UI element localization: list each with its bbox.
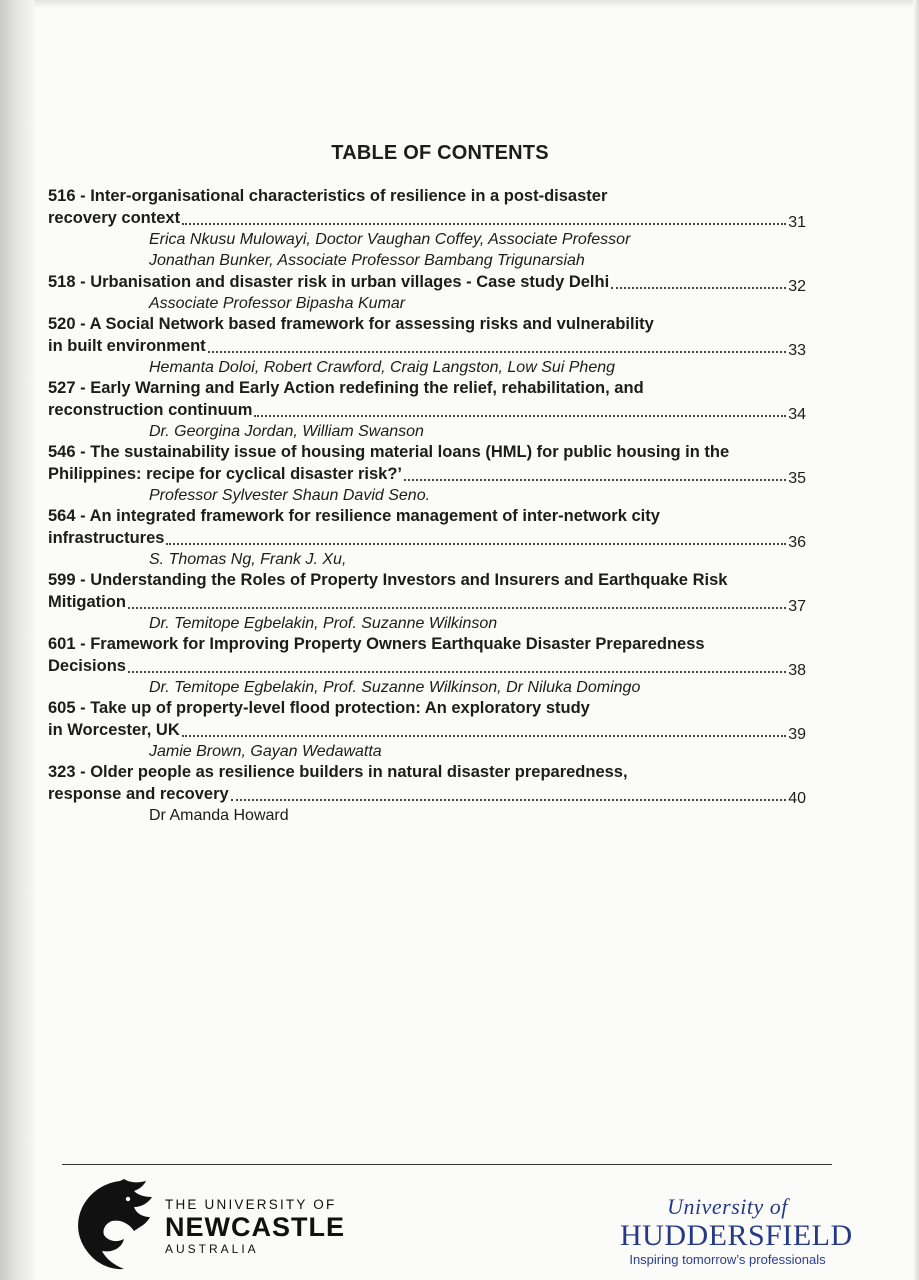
toc-entry-leader-line — [48, 655, 806, 677]
dot-leader — [166, 542, 786, 545]
page-number: 38 — [788, 662, 806, 679]
toc-entry-title-end: 518 - Urbanisation and disaster risk in urban villages - Case study Delhi — [48, 273, 610, 291]
toc-entry-title-end: in Worcester, UK — [48, 721, 180, 739]
dot-leader — [611, 286, 786, 289]
newcastle-line-3: AUSTRALIA — [165, 1242, 259, 1256]
toc-entry-title: 601 - Framework for Improving Property Owners Earthquake Disaster Preparedness — [48, 635, 705, 653]
toc-entry-title: 546 - The sustainability issue of housing material loans (HML) for public housing in the — [48, 443, 730, 461]
page-number: 40 — [788, 790, 806, 807]
toc-entry-title: 605 - Take up of property-level flood protection: An exploratory study — [48, 699, 590, 717]
toc-entry-title-end: Mitigation — [48, 593, 126, 611]
huddersfield-wordmark — [620, 1194, 853, 1269]
toc-entry-title: 520 - A Social Network based framework for assessing risks and vulnerability — [48, 315, 654, 333]
table-of-contents — [48, 186, 806, 826]
toc-entry-leader-line — [48, 783, 806, 805]
toc-entry-authors: Dr Amanda Howard — [149, 807, 289, 824]
toc-entry-authors: Dr. Georgina Jordan, William Swanson — [149, 423, 424, 440]
toc-entry-title-end: Philippines: recipe for cyclical disaster risk?’ — [48, 465, 402, 483]
huddersfield-tagline: Inspiring tomorrow’s professionals — [629, 1252, 826, 1267]
toc-entry-title-end: Decisions — [48, 657, 126, 675]
dot-leader — [254, 414, 786, 417]
newcastle-line-2: NEWCASTLE — [165, 1212, 345, 1242]
toc-entry-leader-line — [48, 271, 806, 293]
newcastle-line-1: THE UNIVERSITY OF — [165, 1197, 337, 1212]
page-number: 35 — [788, 470, 806, 487]
newcastle-wordmark — [165, 1196, 345, 1257]
toc-entry-leader-line — [48, 207, 806, 229]
toc-entry-leader-line — [48, 719, 806, 741]
dot-leader — [231, 798, 787, 801]
toc-entry-leader-line — [48, 591, 806, 613]
dot-leader — [128, 670, 786, 673]
page-number: 31 — [788, 214, 806, 231]
toc-entry — [48, 506, 806, 570]
toc-entry — [48, 271, 806, 314]
toc-entry-leader-line — [48, 399, 806, 421]
toc-entry-leader-line — [48, 527, 806, 549]
toc-entry — [48, 378, 806, 442]
toc-entry — [48, 634, 806, 698]
toc-entry-title: 516 - Inter-organisational characteristics of resilience in a post-disaster — [48, 187, 608, 205]
footer-divider — [62, 1164, 832, 1165]
page-title: TABLE OF CONTENTS — [331, 142, 549, 164]
page-number: 37 — [788, 598, 806, 615]
page-top-shadow — [34, 0, 919, 8]
toc-entry-authors: Hemanta Doloi, Robert Crawford, Craig Langston, Low Sui Pheng — [149, 359, 616, 376]
toc-entry-authors: Jamie Brown, Gayan Wedawatta — [149, 743, 382, 760]
book-spine-shadow — [0, 0, 34, 1280]
toc-entry — [48, 570, 806, 634]
toc-entry-leader-line — [48, 463, 806, 485]
page-number: 39 — [788, 726, 806, 743]
toc-entry — [48, 186, 806, 271]
toc-entry-title: 323 - Older people as resilience builders in natural disaster preparedness, — [48, 763, 628, 781]
toc-entry-title: 527 - Early Warning and Early Action redefining the relief, rehabilitation, and — [48, 379, 644, 397]
toc-entry-authors: Professor Sylvester Shaun David Seno. — [149, 487, 431, 504]
dot-leader — [128, 606, 786, 609]
page-number: 34 — [788, 406, 806, 423]
page-number: 32 — [788, 278, 806, 295]
toc-entry-authors: Dr. Temitope Egbelakin, Prof. Suzanne Wilkinson, Dr Niluka Domingo — [149, 679, 641, 696]
newcastle-seahorse-logo — [62, 1173, 162, 1273]
toc-entry — [48, 762, 806, 826]
dot-leader — [182, 222, 786, 225]
toc-entry-leader-line — [48, 335, 806, 357]
huddersfield-line-1: University of — [667, 1194, 788, 1219]
toc-entry-authors: Jonathan Bunker, Associate Professor Bambang Trigunarsiah — [149, 252, 585, 269]
toc-entry-title-end: in built environment — [48, 337, 206, 355]
page-number: 33 — [788, 342, 806, 359]
dot-leader — [208, 350, 787, 353]
toc-entry-authors: S. Thomas Ng, Frank J. Xu, — [149, 551, 347, 568]
toc-entry-authors: Erica Nkusu Mulowayi, Doctor Vaughan Coffey, Associate Professor — [149, 231, 631, 248]
toc-entry — [48, 314, 806, 378]
toc-entry — [48, 442, 806, 506]
huddersfield-line-2: HUDDERSFIELD — [620, 1219, 853, 1252]
toc-entry-title-end: infrastructures — [48, 529, 165, 547]
toc-entry — [48, 698, 806, 762]
dot-leader — [182, 734, 786, 737]
toc-entry-title-end: recovery context — [48, 209, 181, 227]
toc-entry-authors: Associate Professor Bipasha Kumar — [149, 295, 406, 312]
toc-entry-title: 599 - Understanding the Roles of Property Investors and Insurers and Earthquake Risk — [48, 571, 728, 589]
page-number: 36 — [788, 534, 806, 551]
toc-entry-authors: Dr. Temitope Egbelakin, Prof. Suzanne Wilkinson — [149, 615, 498, 632]
toc-entry-title: 564 - An integrated framework for resilience management of inter-network city — [48, 507, 660, 525]
toc-entry-title-end: reconstruction continuum — [48, 401, 253, 419]
dot-leader — [404, 478, 786, 481]
page-right-edge — [913, 0, 919, 1280]
toc-entry-title-end: response and recovery — [48, 785, 229, 803]
